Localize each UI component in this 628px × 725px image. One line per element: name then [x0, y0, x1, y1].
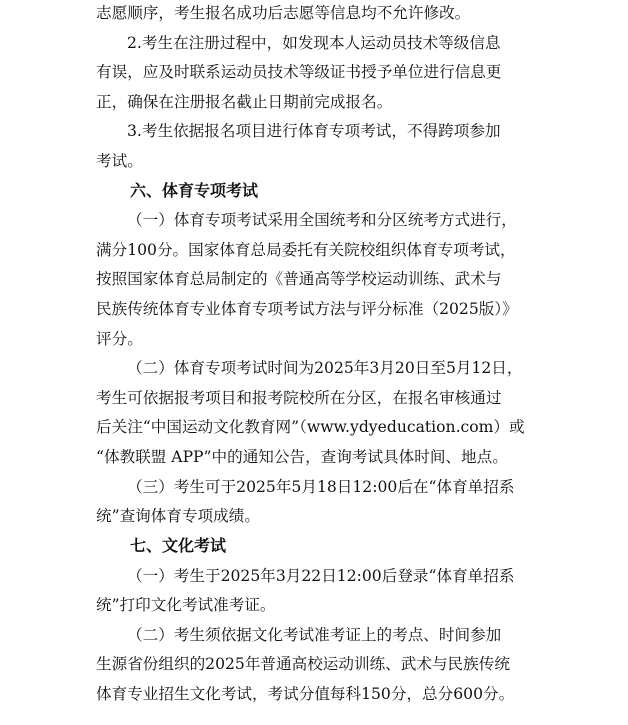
body-text-line: 生源省份组织的2025年普通高校运动训练、武术与民族传统: [96, 655, 510, 673]
body-text-line: 2.考生在注册过程中，如发现本人运动员技术等级信息: [127, 34, 501, 52]
body-text-line: （二）考生须依据文化考试准考证上的考点、时间参加: [127, 626, 502, 644]
section-heading-6: 六、体育专项考试: [130, 181, 259, 200]
body-text-line: 考生可依据报考项目和报考院校所在分区，在报名审核通过: [96, 389, 502, 407]
body-text-line: “体教联盟 APP”中的通知公告，查询考试具体时间、地点。: [96, 448, 508, 466]
body-text-line: 后关注“中国运动文化教育网”（www.ydyeducation.com）或: [96, 418, 525, 436]
body-text-line: 有误，应及时联系运动员技术等级证书授予单位进行信息更: [96, 63, 502, 81]
body-text-line: 满分100分。国家体育总局委托有关院校组织体育专项考试，: [96, 241, 516, 259]
body-text-line: 按照国家体育总局制定的《普通高等学校运动训练、武术与: [96, 270, 502, 288]
body-text-line: 统”查询体育专项成绩。: [96, 507, 260, 525]
body-text-line: （三）考生可于2025年5月18日12:00后在“体育单招系: [127, 478, 515, 496]
body-text-line: 3.考生依据报名项目进行体育专项考试，不得跨项参加: [127, 122, 501, 140]
body-text-line: 民族传统体育专业体育专项考试方法与评分标准（2025版）》: [96, 300, 518, 318]
body-text-line: 体育专业招生文化考试，考试分值每科150分，总分600分。: [96, 685, 515, 703]
body-text-line: 统”打印文化考试准考证。: [96, 596, 276, 614]
section-heading-7: 七、文化考试: [130, 536, 227, 555]
body-text-line: 志愿顺序，考生报名成功后志愿等信息均不允许修改。: [96, 4, 471, 22]
body-text-line: 考试。: [96, 152, 143, 170]
body-text-line: （二）体育专项考试时间为2025年3月20日至5月12日，: [127, 359, 523, 377]
body-text-line: 正，确保在注册报名截止日期前完成报名。: [96, 93, 393, 111]
body-text-line: （一）体育专项考试采用全国统考和分区统考方式进行，: [127, 211, 517, 229]
body-text-line: （一）考生于2025年3月22日12:00后登录“体育单招系: [127, 567, 515, 585]
body-text-line: 评分。: [96, 330, 143, 348]
